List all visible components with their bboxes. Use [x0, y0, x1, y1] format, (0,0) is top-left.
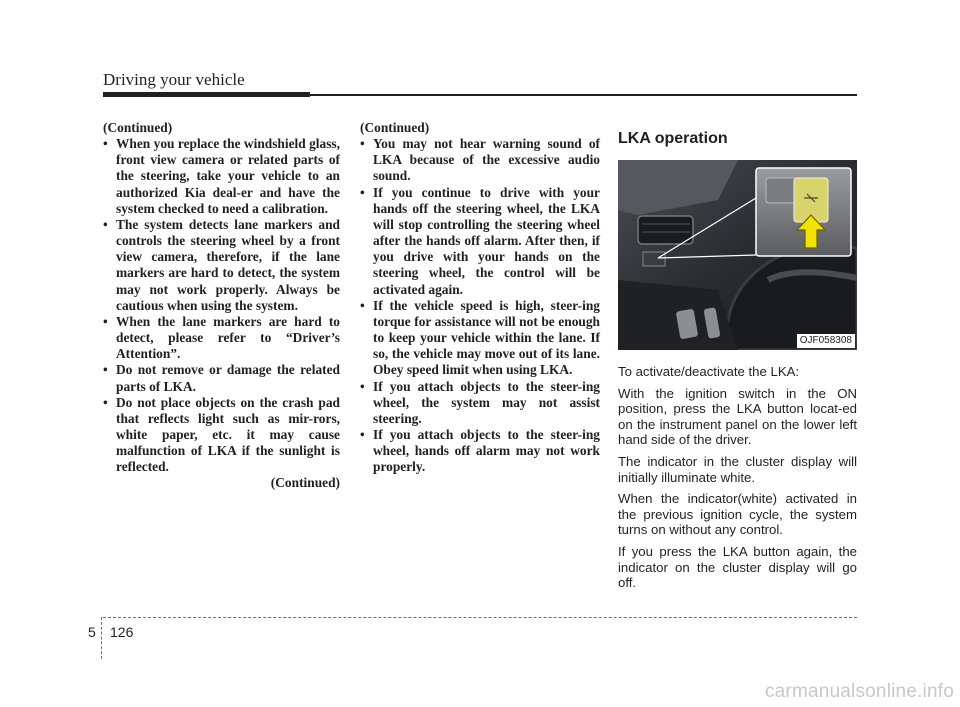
- section-title: LKA operation: [618, 130, 728, 147]
- list-item: • Do not remove or damage the related parts of LKA.: [103, 362, 340, 394]
- list-item: • If you attach objects to the steer-ing wheel, hands off alarm may not work properly.: [360, 427, 600, 475]
- list-item: • When you replace the windshield glass, front view camera or related parts of the steering, take your vehicle to an authorized Kia deal-er and have the system checked to need a calibration.: [103, 136, 340, 217]
- continued-label: (Continued): [103, 120, 173, 135]
- list-item: • You may not hear warning sound of LKA because of the excessive audio sound.: [360, 136, 600, 184]
- middle-column: [360, 120, 600, 475]
- watermark-text: carmanualsonline.info: [764, 681, 954, 702]
- paragraph: When the indicator(white) activated in the previous ignition cycle, the system turns on without any control.: [618, 491, 857, 538]
- footer-vertical-rule: [101, 617, 102, 659]
- left-column: [103, 120, 340, 492]
- paragraph: To activate/deactivate the LKA:: [618, 364, 800, 379]
- right-column: [618, 130, 857, 591]
- left-bullet-list: [103, 136, 340, 475]
- list-item: • If you attach objects to the steer-ing wheel, the system may not assist steering.: [360, 379, 600, 427]
- continued-label: (Continued): [270, 475, 340, 491]
- list-item: • If the vehicle speed is high, steer-ing torque for assistance will not be enough to keep your vehicle within the lane. If so, the vehicle may move out of its lane. Obey speed limit when using LKA.: [360, 298, 600, 379]
- list-item: • Do not place objects on the crash pad that reflects light such as mir-rors, white paper, etc. it may cause malfunction of LKA if the sunlight is reflected.: [103, 395, 340, 476]
- page-number: 126: [110, 624, 134, 640]
- header-rule-thin: [310, 94, 857, 96]
- paragraph: The indicator in the cluster display will initially illuminate white.: [618, 453, 857, 485]
- paragraph: If you press the LKA button again, the indicator on the cluster display will go off.: [618, 543, 857, 591]
- list-item: • If you continue to drive with your hands off the steering wheel, the LKA will stop controlling the steering wheel after the hands off alarm. After then, if you drive with your hands on the steering wheel, the control will be activated again.: [360, 185, 600, 298]
- lka-button-figure: [618, 160, 857, 350]
- header-rule-thick: [103, 92, 310, 97]
- page-header-title: Driving your vehicle: [103, 70, 245, 89]
- paragraph: With the ignition switch in the ON position, press the LKA button locat-ed on the instrument panel on the lower left hand side of the driver.: [618, 385, 857, 448]
- chapter-number: 5: [88, 624, 96, 640]
- dashboard-illustration: [618, 160, 857, 350]
- list-item: • The system detects lane markers and controls the steering wheel by a front view camera, therefore, if the lane markers are hard to detect, the system may not work properly. Always be cautious when using the system.: [103, 217, 340, 314]
- figure-code: OJF058308: [797, 334, 855, 348]
- continued-label: (Continued): [360, 120, 430, 135]
- list-item: • When the lane markers are hard to detect, please refer to “Driver’s Attention”.: [103, 314, 340, 362]
- footer-rule: [103, 617, 857, 618]
- middle-bullet-list: [360, 136, 600, 475]
